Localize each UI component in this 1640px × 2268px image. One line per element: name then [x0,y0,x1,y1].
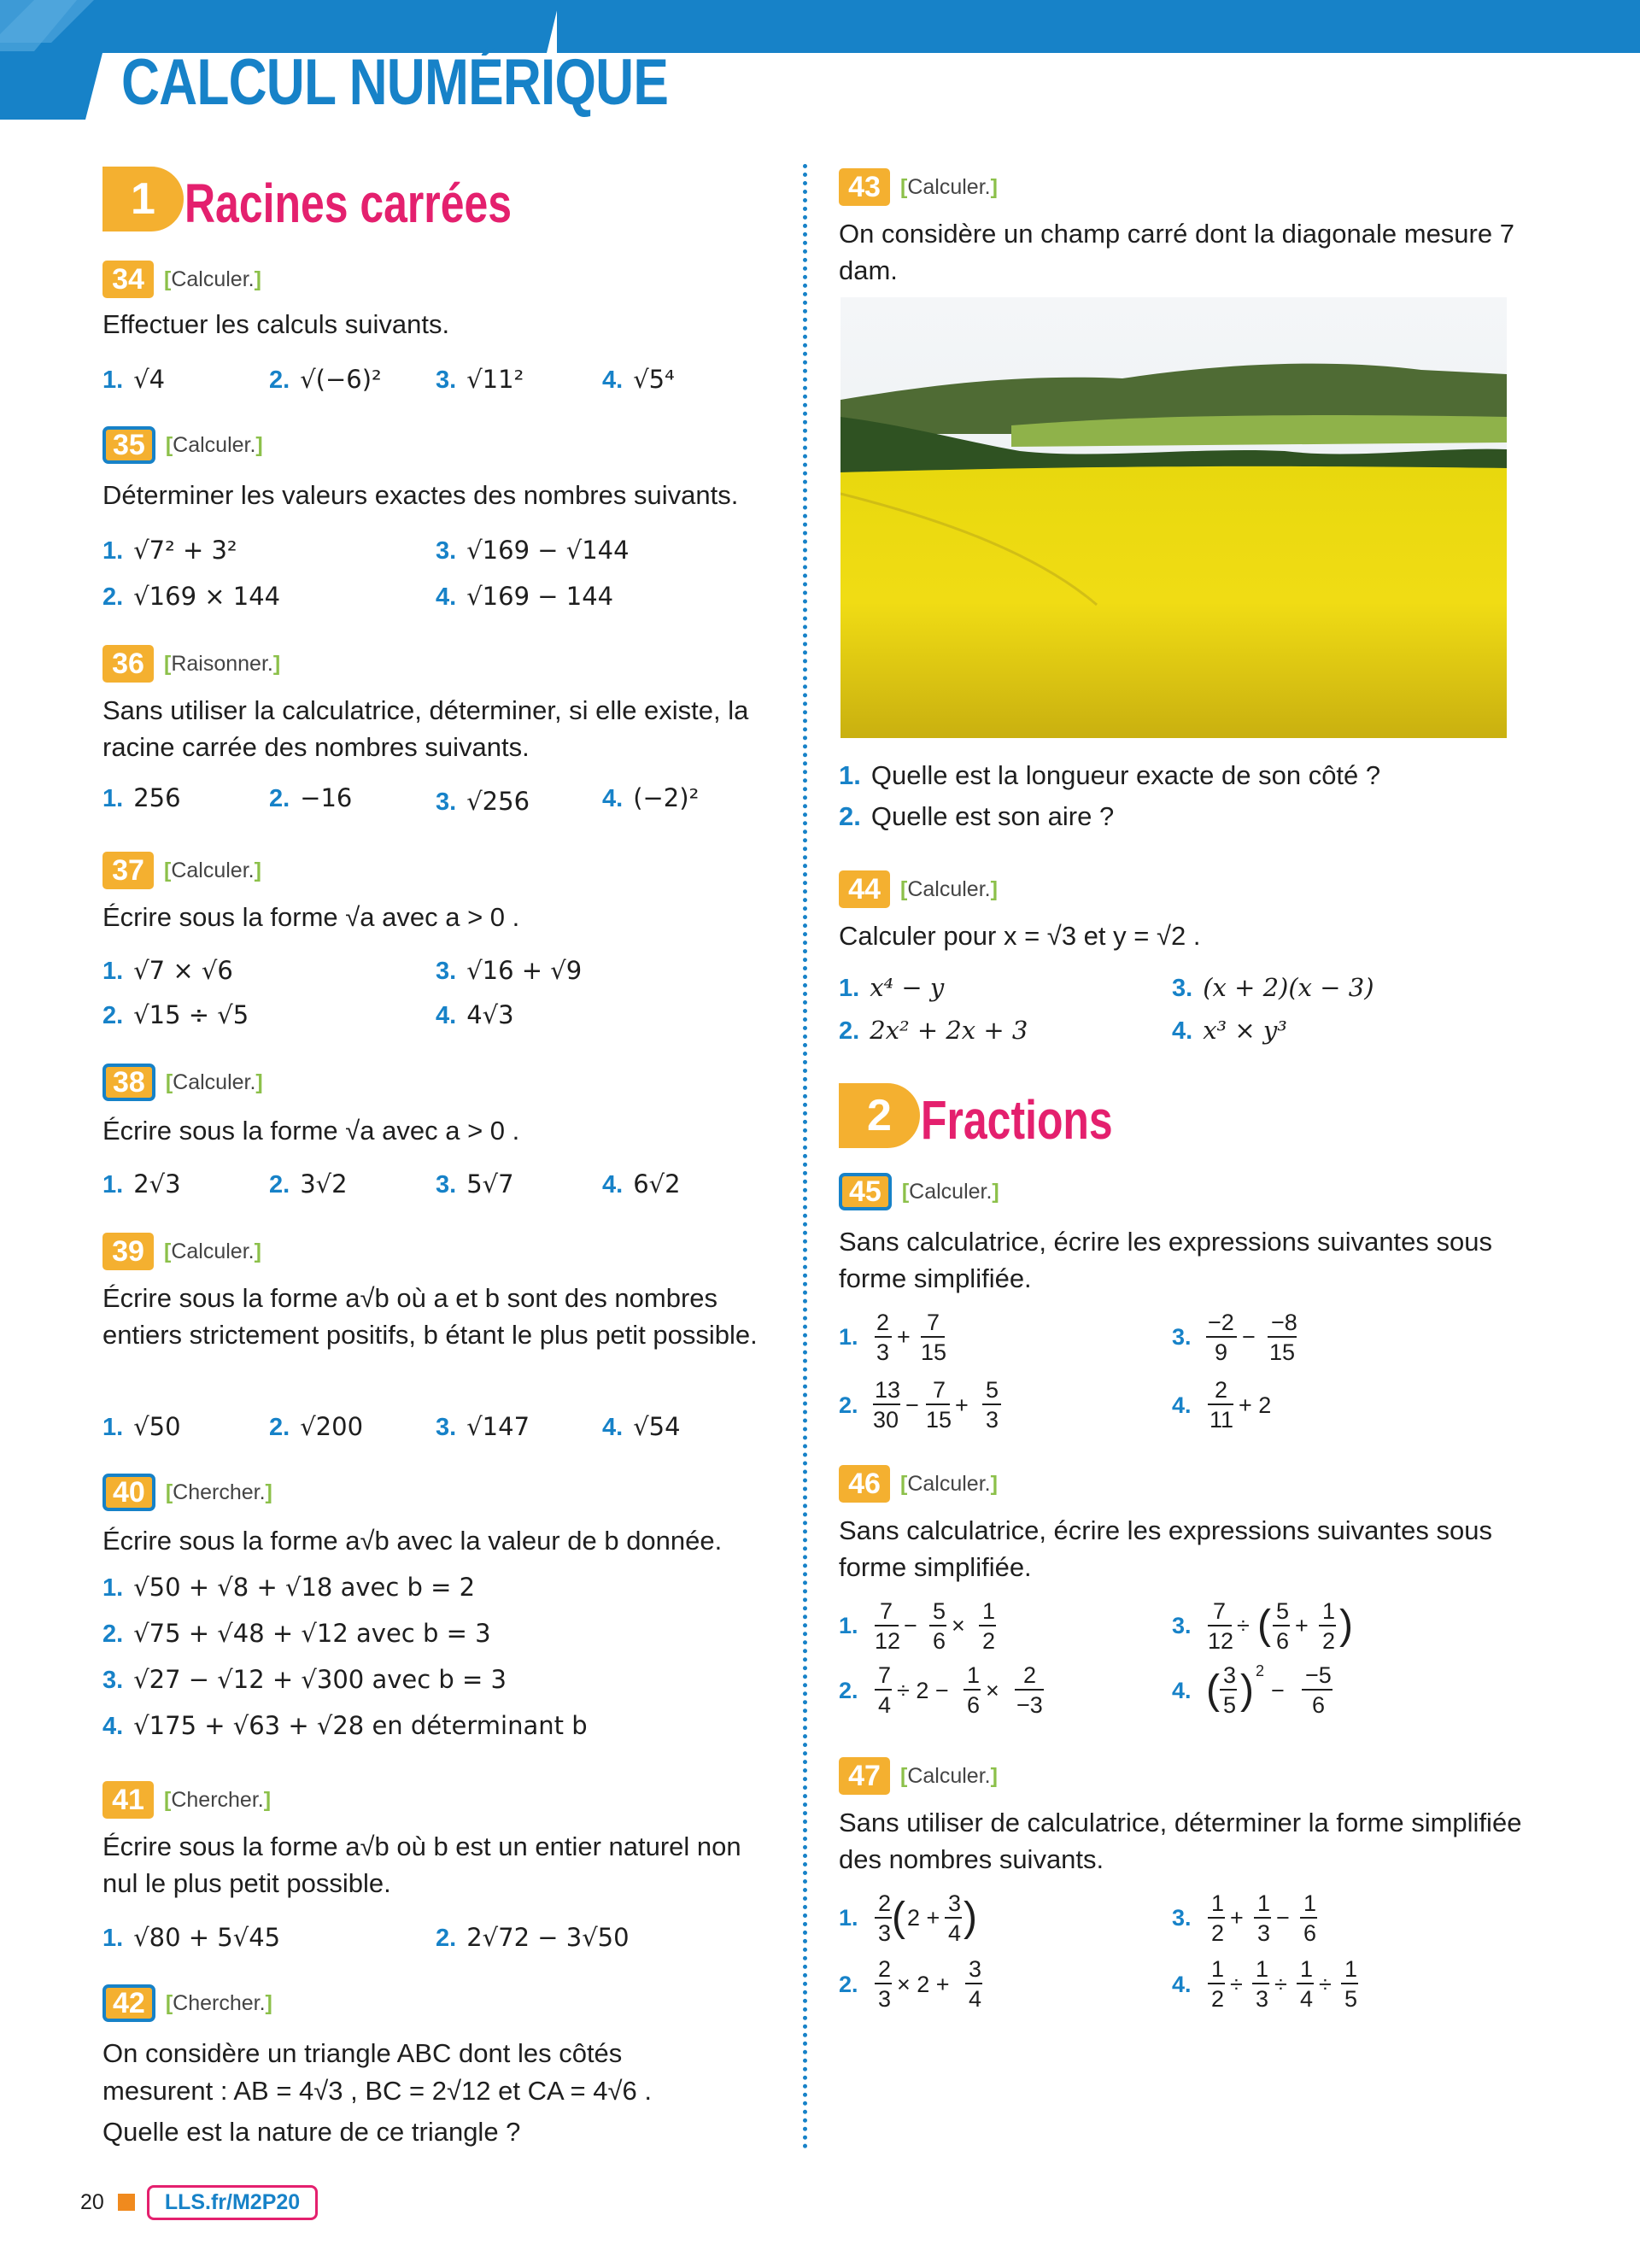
exercise-item: 1. 2√3 [102,1169,181,1198]
svg-text:3: 3 [969,1956,982,1982]
section-heading-racines [102,167,530,234]
exercise-text: Écrire sous la forme a√b où b est un entier naturel non nul le plus petit possible. [102,1831,741,1898]
svg-text:(: ( [1257,1603,1271,1648]
svg-text:−2: −2 [1208,1310,1234,1335]
svg-text:1: 1 [1211,1890,1225,1916]
exercise-number: 36 [102,645,154,683]
svg-text:4.: 4. [1172,1392,1192,1418]
exercise-text: Écrire sous la forme a√b avec la valeur de b donnée. [102,1526,723,1556]
svg-text:30: 30 [873,1407,899,1433]
svg-text:4: 4 [948,1920,962,1946]
exercise-text: Sans calculatrice, écrire les expressions suivantes sous forme simplifiée. [839,1227,1493,1293]
exercise-item: 1. √7² + 3² [102,536,237,565]
exercise-number: 43 [839,168,890,206]
svg-text:4.: 4. [1172,1678,1192,1703]
exercise-number: 44 [839,870,890,908]
exercise-item: 4. 4√3 [436,1000,514,1029]
svg-text:): ) [1339,1603,1353,1648]
exercise-header-38 [102,1063,263,1102]
exercise-text: Sans utiliser de calculatrice, déterminer la forme simplifiée des nombres suivants. [839,1808,1522,1874]
svg-text:7: 7 [933,1377,946,1403]
exercise-text: Effectuer les calculs suivants. [102,309,450,339]
exercise-header-45 [839,1172,999,1211]
section-heading-fractions [839,1083,1266,1151]
exercise-tag: [Calculer.] [900,174,998,199]
svg-text:6: 6 [967,1692,981,1718]
svg-text:÷: ÷ [1237,1613,1250,1638]
exercise-number: 34 [102,261,154,298]
svg-text:4: 4 [878,1692,892,1718]
exercise-item: 1. √50 [102,1412,181,1441]
svg-text:2.: 2. [839,1392,858,1418]
svg-text:6: 6 [1312,1692,1326,1718]
exercise-item: 1. √7 × √6 [102,956,233,985]
svg-text:12: 12 [875,1628,901,1654]
exercise-item: 4. (−2)² [602,783,700,812]
exercise-number: 38 [102,1064,155,1101]
svg-text:5: 5 [1276,1598,1290,1624]
exercise-item: 4. √175 + √63 + √28 en déterminant b [102,1711,588,1740]
exercise-header-46 [839,1464,998,1503]
svg-text:−8: −8 [1271,1310,1297,1335]
exercise-number: 46 [839,1465,890,1503]
svg-text:1.: 1. [839,1613,858,1638]
svg-text:1: 1 [1257,1890,1271,1916]
exercise-header-37 [102,851,261,890]
exercise-item: 3. √27 − √12 + √300 avec b = 3 [102,1665,507,1694]
svg-text:−: − [1242,1324,1256,1350]
section-number: 2 [839,1083,920,1148]
exercise-tag: [Calculer.] [900,876,998,901]
exercise-tag: [Calculer.] [165,432,263,457]
header-bar [557,0,1640,53]
svg-text:× 2 +: × 2 + [897,1972,950,1997]
svg-text:2: 2 [1211,1920,1225,1946]
svg-text:2: 2 [1256,1662,1265,1679]
svg-text:): ) [964,1895,977,1940]
exercise-tag: [Chercher.] [164,1787,272,1812]
svg-text:5: 5 [986,1377,999,1403]
svg-text:+ 2: + 2 [1239,1392,1272,1418]
exercise-text: Calculer pour x = √3 et y = √2 . [839,921,1201,951]
exercise-item: 2. Quelle est son aire ? [839,801,1115,831]
svg-text:11: 11 [1210,1407,1234,1433]
svg-text:7: 7 [878,1662,892,1688]
footer-link[interactable]: LLS.fr/M2P20 [147,2185,318,2220]
exercise-tag: [Calculer.] [164,267,261,291]
exercise-header-40 [102,1473,272,1512]
svg-text:−: − [905,1392,919,1418]
svg-text:÷: ÷ [1230,1972,1243,1997]
square-icon [118,2194,135,2211]
svg-text:−3: −3 [1016,1692,1043,1718]
svg-text:3: 3 [876,1339,890,1365]
svg-text:9: 9 [1215,1339,1228,1365]
exercise-text-line: mesurent : AB = 4√3 , BC = 2√12 et CA = 4√6 . [102,2076,652,2106]
exercise-text: Écrire sous la forme √a avec a > 0 . [102,902,520,932]
exercise-tag: [Calculer.] [164,858,261,882]
svg-text:2.: 2. [839,1972,858,1997]
exercise-item: 3. √256 [436,787,530,816]
svg-text:2: 2 [876,1310,890,1335]
svg-text:15: 15 [926,1407,952,1433]
exercise-item: 4. √5⁴ [602,365,675,394]
svg-text:12: 12 [1208,1628,1234,1654]
fraction-expressions-47 [839,1890,1514,2026]
svg-text:3.: 3. [1172,1613,1192,1638]
svg-text:2: 2 [1215,1377,1228,1403]
exercise-item: 3. 5√7 [436,1169,514,1198]
svg-text:÷ 2 −: ÷ 2 − [897,1678,949,1703]
exercise-item: 1. 256 [102,783,181,812]
exercise-header-47 [839,1756,998,1796]
exercise-text: Écrire sous la forme √a avec a > 0 . [102,1116,520,1146]
exercise-tag: [Raisonner.] [164,651,281,676]
exercise-header-39 [102,1232,261,1271]
exercise-tag: [Calculer.] [165,1070,263,1094]
svg-text:4: 4 [1300,1986,1314,2012]
svg-text:13: 13 [875,1377,901,1403]
svg-text:6: 6 [1303,1920,1317,1946]
exercise-item: 4. 6√2 [602,1169,681,1198]
exercise-item: 2. −16 [269,783,353,812]
svg-text:2: 2 [982,1628,996,1654]
exercise-item: 2. √200 [269,1412,364,1441]
svg-text:÷: ÷ [1274,1972,1287,1997]
svg-text:5: 5 [933,1598,946,1624]
svg-text:1.: 1. [839,1324,858,1350]
exercise-tag: [Calculer.] [900,1471,998,1496]
exercise-item: 3. √169 − √144 [436,536,630,565]
svg-text:−: − [904,1613,917,1638]
exercise-tag: [Calculer.] [901,1179,999,1204]
exercise-text: Écrire sous la forme a√b où a et b sont des nombres entiers strictement positifs, b étant le plus petit possible. [102,1283,758,1350]
exercise-item: 1. x⁴ − y [839,973,945,1002]
svg-text:1: 1 [1211,1956,1225,1982]
exercise-number: 47 [839,1757,890,1795]
svg-text:1: 1 [1303,1890,1317,1916]
exercise-item: 3. √16 + √9 [436,956,583,985]
page-footer [80,2185,318,2220]
svg-text:5: 5 [1344,1986,1358,2012]
svg-text:+: + [897,1324,911,1350]
exercise-item: 2. √75 + √48 + √12 avec b = 3 [102,1619,491,1648]
exercise-tag: [Calculer.] [900,1763,998,1788]
svg-text:2: 2 [1322,1628,1336,1654]
exercise-item: 3. (x + 2)(x − 3) [1172,973,1374,1002]
svg-text:2: 2 [878,1890,892,1916]
svg-text:7: 7 [927,1310,940,1335]
svg-text:−5: −5 [1305,1662,1332,1688]
section-number: 1 [102,167,184,231]
exercise-text-line: Quelle est la nature de ce triangle ? [102,2117,521,2147]
svg-text:×: × [986,1678,999,1703]
svg-text:+: + [955,1392,969,1418]
svg-text:÷: ÷ [1319,1972,1332,1997]
exercise-item: 3. √11² [436,365,524,394]
section-title: Racines carrées [184,173,512,234]
svg-text:2.: 2. [839,1678,858,1703]
exercise-item: 1. √50 + √8 + √18 avec b = 2 [102,1573,476,1602]
exercise-text: Sans calculatrice, écrire les expressions suivantes sous forme simplifiée. [839,1515,1493,1582]
svg-text:−: − [1276,1905,1290,1931]
svg-text:1: 1 [1322,1598,1336,1624]
exercise-number: 35 [102,426,155,464]
exercise-number: 41 [102,1781,154,1819]
svg-text:4.: 4. [1172,1972,1192,1997]
exercise-number: 42 [102,1984,155,2022]
exercise-tag: [Chercher.] [165,1480,272,1504]
page-number: 20 [80,2190,104,2214]
svg-text:1.: 1. [839,1905,858,1931]
svg-text:3: 3 [878,1986,892,2012]
rapeseed-field-photo [840,297,1507,738]
exercise-header-34 [102,260,261,299]
exercise-header-41 [102,1780,271,1820]
svg-text:): ) [1240,1667,1254,1713]
fraction-expressions-45 [839,1309,1514,1437]
svg-text:−: − [1271,1678,1285,1703]
svg-text:5: 5 [1223,1692,1237,1718]
svg-text:3: 3 [1257,1920,1271,1946]
exercise-item: 4. x³ × y³ [1172,1016,1287,1045]
svg-text:1: 1 [967,1662,981,1688]
svg-text:2: 2 [1211,1986,1225,2012]
svg-text:6: 6 [1276,1628,1290,1654]
svg-text:+: + [1295,1613,1309,1638]
exercise-text-line: On considère un triangle ABC dont les côtés [102,2038,623,2068]
exercise-header-42 [102,1984,272,2023]
exercise-number: 45 [839,1173,892,1210]
svg-text:1: 1 [982,1598,996,1624]
section-title: Fractions [921,1089,1113,1151]
exercise-number: 40 [102,1474,155,1511]
svg-text:(: ( [1206,1667,1220,1713]
exercise-item: 2. 3√2 [269,1169,348,1198]
svg-text:1: 1 [1344,1956,1358,1982]
svg-text:2: 2 [878,1956,892,1982]
svg-text:3: 3 [948,1890,962,1916]
exercise-header-44 [839,870,998,909]
svg-text:3: 3 [1223,1662,1237,1688]
svg-text:+: + [1230,1905,1244,1931]
exercise-text: Sans utiliser la calculatrice, déterminer, si elle existe, la racine carrée des nombres suivants. [102,695,749,762]
exercise-item: 2. √15 ÷ √5 [102,1000,249,1029]
svg-text:7: 7 [880,1598,893,1624]
exercise-item: 4. √169 − 144 [436,582,614,611]
svg-text:6: 6 [933,1628,946,1654]
svg-text:2: 2 [1023,1662,1037,1688]
column-divider [803,164,807,2150]
svg-text:3: 3 [1256,1986,1269,2012]
exercise-text: On considère un champ carré dont la diagonale mesure 7 dam. [839,219,1514,285]
exercise-item: 2. √169 × 144 [102,582,281,611]
exercise-header-43 [839,167,998,207]
fraction-expressions-46 [839,1597,1514,1734]
exercise-text: Déterminer les valeurs exactes des nombres suivants. [102,480,739,510]
exercise-item: 4. √54 [602,1412,681,1441]
exercise-item: 1. Quelle est la longueur exacte de son côté ? [839,760,1381,790]
exercise-tag: [Calculer.] [164,1239,261,1263]
exercise-header-35 [102,425,263,465]
exercise-tag: [Chercher.] [165,1990,272,2015]
svg-text:7: 7 [1213,1598,1227,1624]
exercise-item: 1. √4 [102,365,166,394]
svg-text:15: 15 [1269,1339,1296,1365]
svg-text:2 +: 2 + [907,1905,940,1931]
svg-text:(: ( [892,1895,905,1940]
svg-text:4: 4 [969,1986,982,2012]
svg-text:3: 3 [986,1407,999,1433]
exercise-number: 37 [102,852,154,889]
svg-text:3: 3 [878,1920,892,1946]
exercise-header-36 [102,644,280,683]
svg-text:1: 1 [1256,1956,1269,1982]
svg-text:3.: 3. [1172,1324,1192,1350]
exercise-number: 39 [102,1233,154,1270]
svg-text:1: 1 [1300,1956,1314,1982]
svg-text:×: × [952,1613,965,1638]
exercise-item: 3. √147 [436,1412,530,1441]
exercise-item: 1. √80 + 5√45 [102,1923,281,1952]
exercise-item: 2. √(−6)² [269,365,382,394]
exercise-item: 2. 2√72 − 3√50 [436,1923,630,1952]
svg-text:3.: 3. [1172,1905,1192,1931]
exercise-item: 2. 2x² + 2x + 3 [839,1016,1028,1045]
page-title: CALCUL NUMÉRIQUE [121,46,669,119]
svg-text:15: 15 [921,1339,947,1365]
